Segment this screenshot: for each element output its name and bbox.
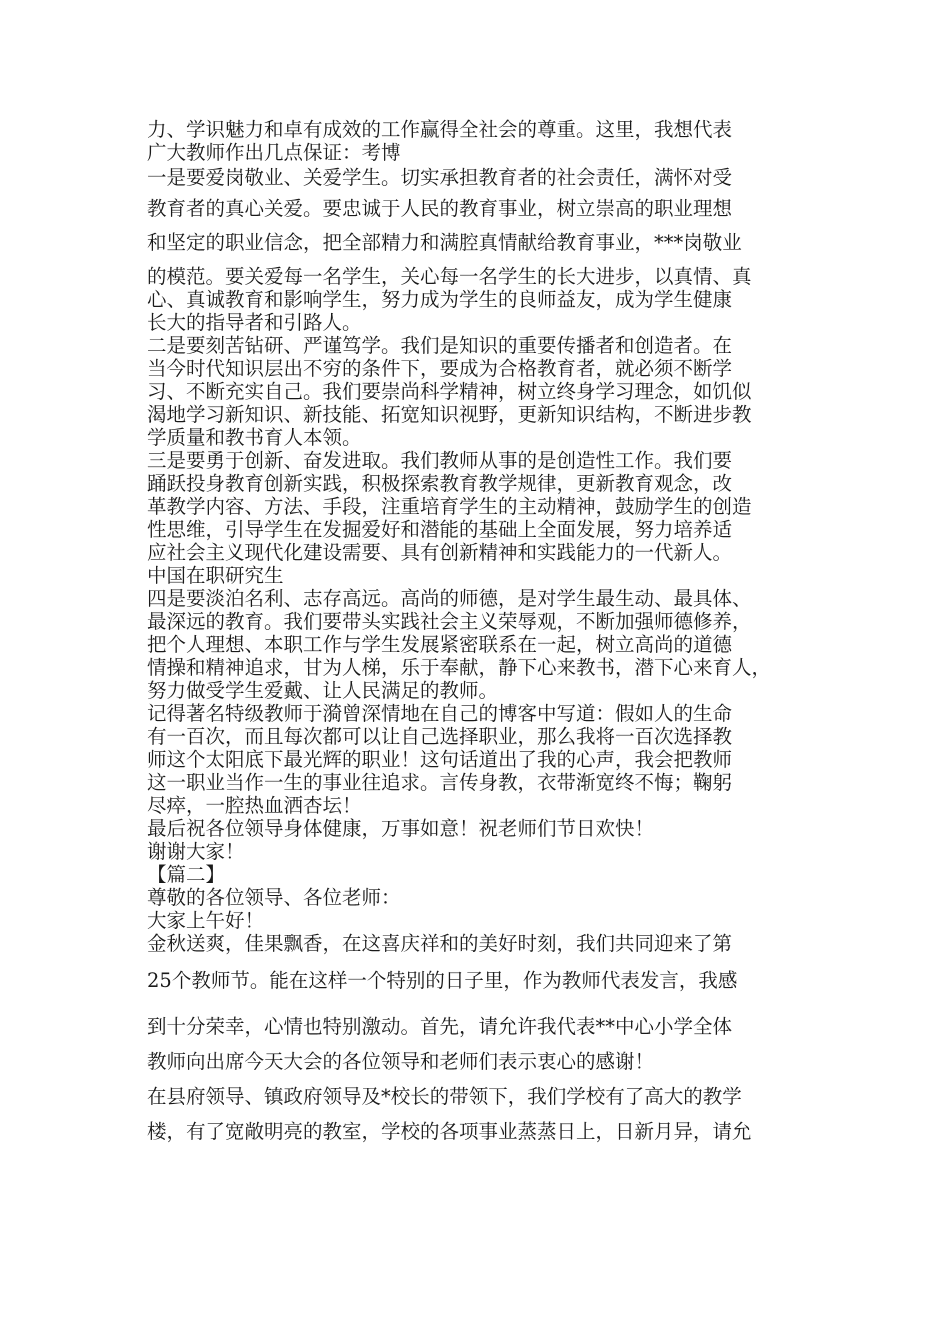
text-line: 革教学内容、方法、手段，注重培育学生的主动精神，鼓励学生的创造 (147, 495, 752, 518)
text-line: 的模范。要关爱每一名学生，关心每一名学生的长大进步，以真情、真 (147, 265, 752, 288)
text-line: 教育者的真心关爱。要忠诚于人民的教育事业，树立崇高的职业理想 (147, 197, 733, 220)
text-line: 这一职业当作一生的事业往追求。言传身教，衣带渐宽终不悔；鞠躬 (147, 771, 733, 794)
text-line: 金秋送爽，佳果飘香，在这喜庆祥和的美好时刻，我们共同迎来了第 (147, 932, 733, 955)
text-line: 谢谢大家！ (147, 840, 245, 863)
text-line: 一是要爱岗敬业、关爱学生。切实承担教育者的社会责任，满怀对受 (147, 166, 733, 189)
salutation: 尊敬的各位领导、各位老师： (147, 886, 401, 909)
text-line: 在县府领导、镇政府领导及*校长的带领下，我们学校有了高大的教学 (147, 1085, 742, 1108)
text-line: 到十分荣幸，心情也特别激动。首先，请允许我代表**中心小学全体 (147, 1015, 733, 1038)
text-line: 应社会主义现代化建设需要、具有创新精神和实践能力的一代新人。 (147, 541, 733, 564)
text-line: 长大的指导者和引路人。 (147, 311, 362, 334)
text-line: 努力做受学生爱戴、让人民满足的教师。 (147, 679, 499, 702)
text-line: 师这个太阳底下最光辉的职业！这句话道出了我的心声，我会把教师 (147, 748, 733, 771)
text-line: 楼，有了宽敞明亮的教室，学校的各项事业蒸蒸日上，日新月异，请允 (147, 1120, 752, 1143)
text-line: 教师向出席今天大会的各位领导和老师们表示衷心的感谢！ (147, 1050, 655, 1073)
text-line: 四是要淡泊名利、志存高远。高尚的师德，是对学生最生动、最具体、 (147, 587, 752, 610)
text-line: 中国在职研究生 (147, 564, 284, 587)
text-line: 25个教师节。能在这样一个特别的日子里，作为教师代表发言，我感 (147, 969, 738, 992)
text-line: 广大教师作出几点保证：考博 (147, 141, 401, 164)
text-line: 渴地学习新知识、新技能、拓宽知识视野，更新知识结构，不断进步教 (147, 403, 752, 426)
text-line: 二是要刻苦钻研、严谨笃学。我们是知识的重要传播者和创造者。在 (147, 334, 733, 357)
text-line: 力、学识魅力和卓有成效的工作赢得全社会的尊重。这里，我想代表 (147, 118, 733, 141)
text-line: 学质量和教书育人本领。 (147, 426, 362, 449)
text-line: 有一百次，而且每次都可以让自己选择职业，那么我将一百次选择教 (147, 725, 733, 748)
text-line: 当今时代知识层出不穷的条件下，要成为合格教育者，就必须不断学 (147, 357, 733, 380)
text-line: 尽瘁，一腔热血洒杏坛！ (147, 794, 362, 817)
text-line: 性思维，引导学生在发掘爱好和潜能的基础上全面发展，努力培养适 (147, 518, 733, 541)
greeting: 大家上午好！ (147, 909, 265, 932)
text-line: 情操和精神追求，甘为人梯，乐于奉献，静下心来教书，潜下心来育人， (147, 656, 772, 679)
document-body (147, 118, 827, 1143)
text-line: 心、真诚教育和影响学生，努力成为学生的良师益友，成为学生健康 (147, 288, 733, 311)
text-line: 和坚定的职业信念，把全部精力和满腔真情献给教育事业，***岗敬业 (147, 231, 742, 254)
text-line: 三是要勇于创新、奋发进取。我们教师从事的是创造性工作。我们要 (147, 449, 733, 472)
text-line: 把个人理想、本职工作与学生发展紧密联系在一起，树立高尚的道德 (147, 633, 733, 656)
text-line: 最后祝各位领导身体健康，万事如意！祝老师们节日欢快！ (147, 817, 655, 840)
text-line: 记得著名特级教师于漪曾深情地在自己的博客中写道：假如人的生命 (147, 702, 733, 725)
text-line: 最深远的教育。我们要带头实践社会主义荣辱观，不断加强师德修养， (147, 610, 752, 633)
section-heading: 【篇二】 (147, 863, 226, 886)
text-line: 踊跃投身教育创新实践，积极探索教育教学规律，更新教育观念，改 (147, 472, 733, 495)
text-line: 习、不断充实自己。我们要崇尚科学精神，树立终身学习理念，如饥似 (147, 380, 752, 403)
